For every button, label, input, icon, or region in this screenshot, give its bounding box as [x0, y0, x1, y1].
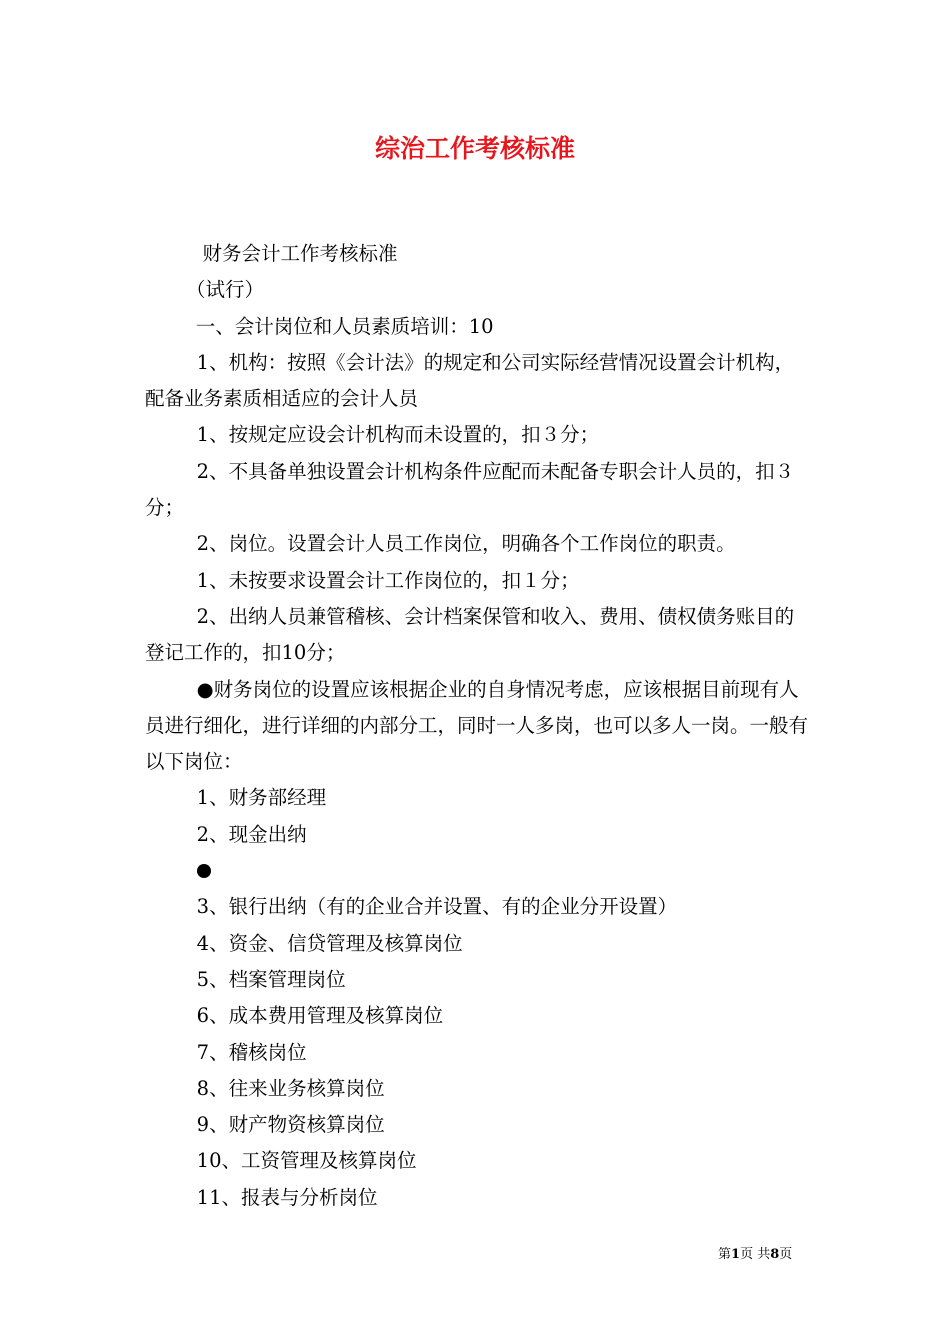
- paragraph: 1、机构：按照《会计法》的规定和公司实际经营情况设置会计机构，配备业务素质相适应的会计人员: [145, 350, 795, 411]
- paragraph: ●财务岗位的设置应该根据企业的自身情况考虑，应该根据目前现有人员进行细化，进行详细的内部分工，同时一人多岗，也可以多人一岗。一般有以下岗位：: [145, 677, 809, 774]
- paragraph: 1、未按要求设置会计工作岗位的，扣１分；: [196, 568, 580, 592]
- paragraph: 2、出纳人员兼管稽核、会计档案保管和收入、费用、债权债务账目的登记工作的，扣10分；: [145, 604, 795, 665]
- list-item: 7、稽核岗位: [196, 1040, 307, 1064]
- list-item: 6、成本费用管理及核算岗位: [196, 1004, 444, 1028]
- list-item: 11、报表与分析岗位: [196, 1185, 378, 1209]
- paragraph: 1、按规定应设会计机构而未设置的，扣３分；: [196, 423, 600, 447]
- page-footer: [718, 1245, 818, 1265]
- paragraph: 2、岗位。设置会计人员工作岗位，明确各个工作岗位的职责。: [196, 532, 736, 556]
- page-title: 综治工作考核标准: [374, 134, 575, 163]
- list-item: 9、财产物资核算岗位: [196, 1113, 385, 1137]
- list-item: 4、资金、信贷管理及核算岗位: [196, 931, 463, 955]
- bullet-line: [145, 853, 810, 889]
- list-item: 2、现金出纳: [196, 822, 307, 846]
- subtitle: 财务会计工作考核标准: [202, 242, 398, 265]
- black-circle-bullet-icon: [197, 864, 211, 878]
- list-item: 10、工资管理及核算岗位: [196, 1149, 417, 1173]
- list-item: 5、档案管理岗位: [196, 967, 346, 991]
- section-heading: 一、会计岗位和人员素质培训：10: [195, 314, 494, 338]
- trial-note: （试行）: [185, 278, 264, 302]
- footer-prefix: 第: [718, 1247, 732, 1262]
- paragraph: 2、不具备单独设置会计机构条件应配而未配备专职会计人员的，扣３分；: [145, 459, 795, 520]
- list-item: 8、往来业务核算岗位: [196, 1076, 385, 1100]
- footer-suffix: 页: [779, 1247, 793, 1262]
- footer-current-page: 1: [731, 1247, 741, 1262]
- footer-total-pages: 8: [770, 1247, 780, 1262]
- document-body: [145, 236, 810, 1216]
- footer-middle: 页 共: [740, 1247, 771, 1262]
- list-item: 3、银行出纳（有的企业合并设置、有的企业分开设置）: [196, 895, 678, 919]
- list-item: 1、财务部经理: [196, 786, 327, 810]
